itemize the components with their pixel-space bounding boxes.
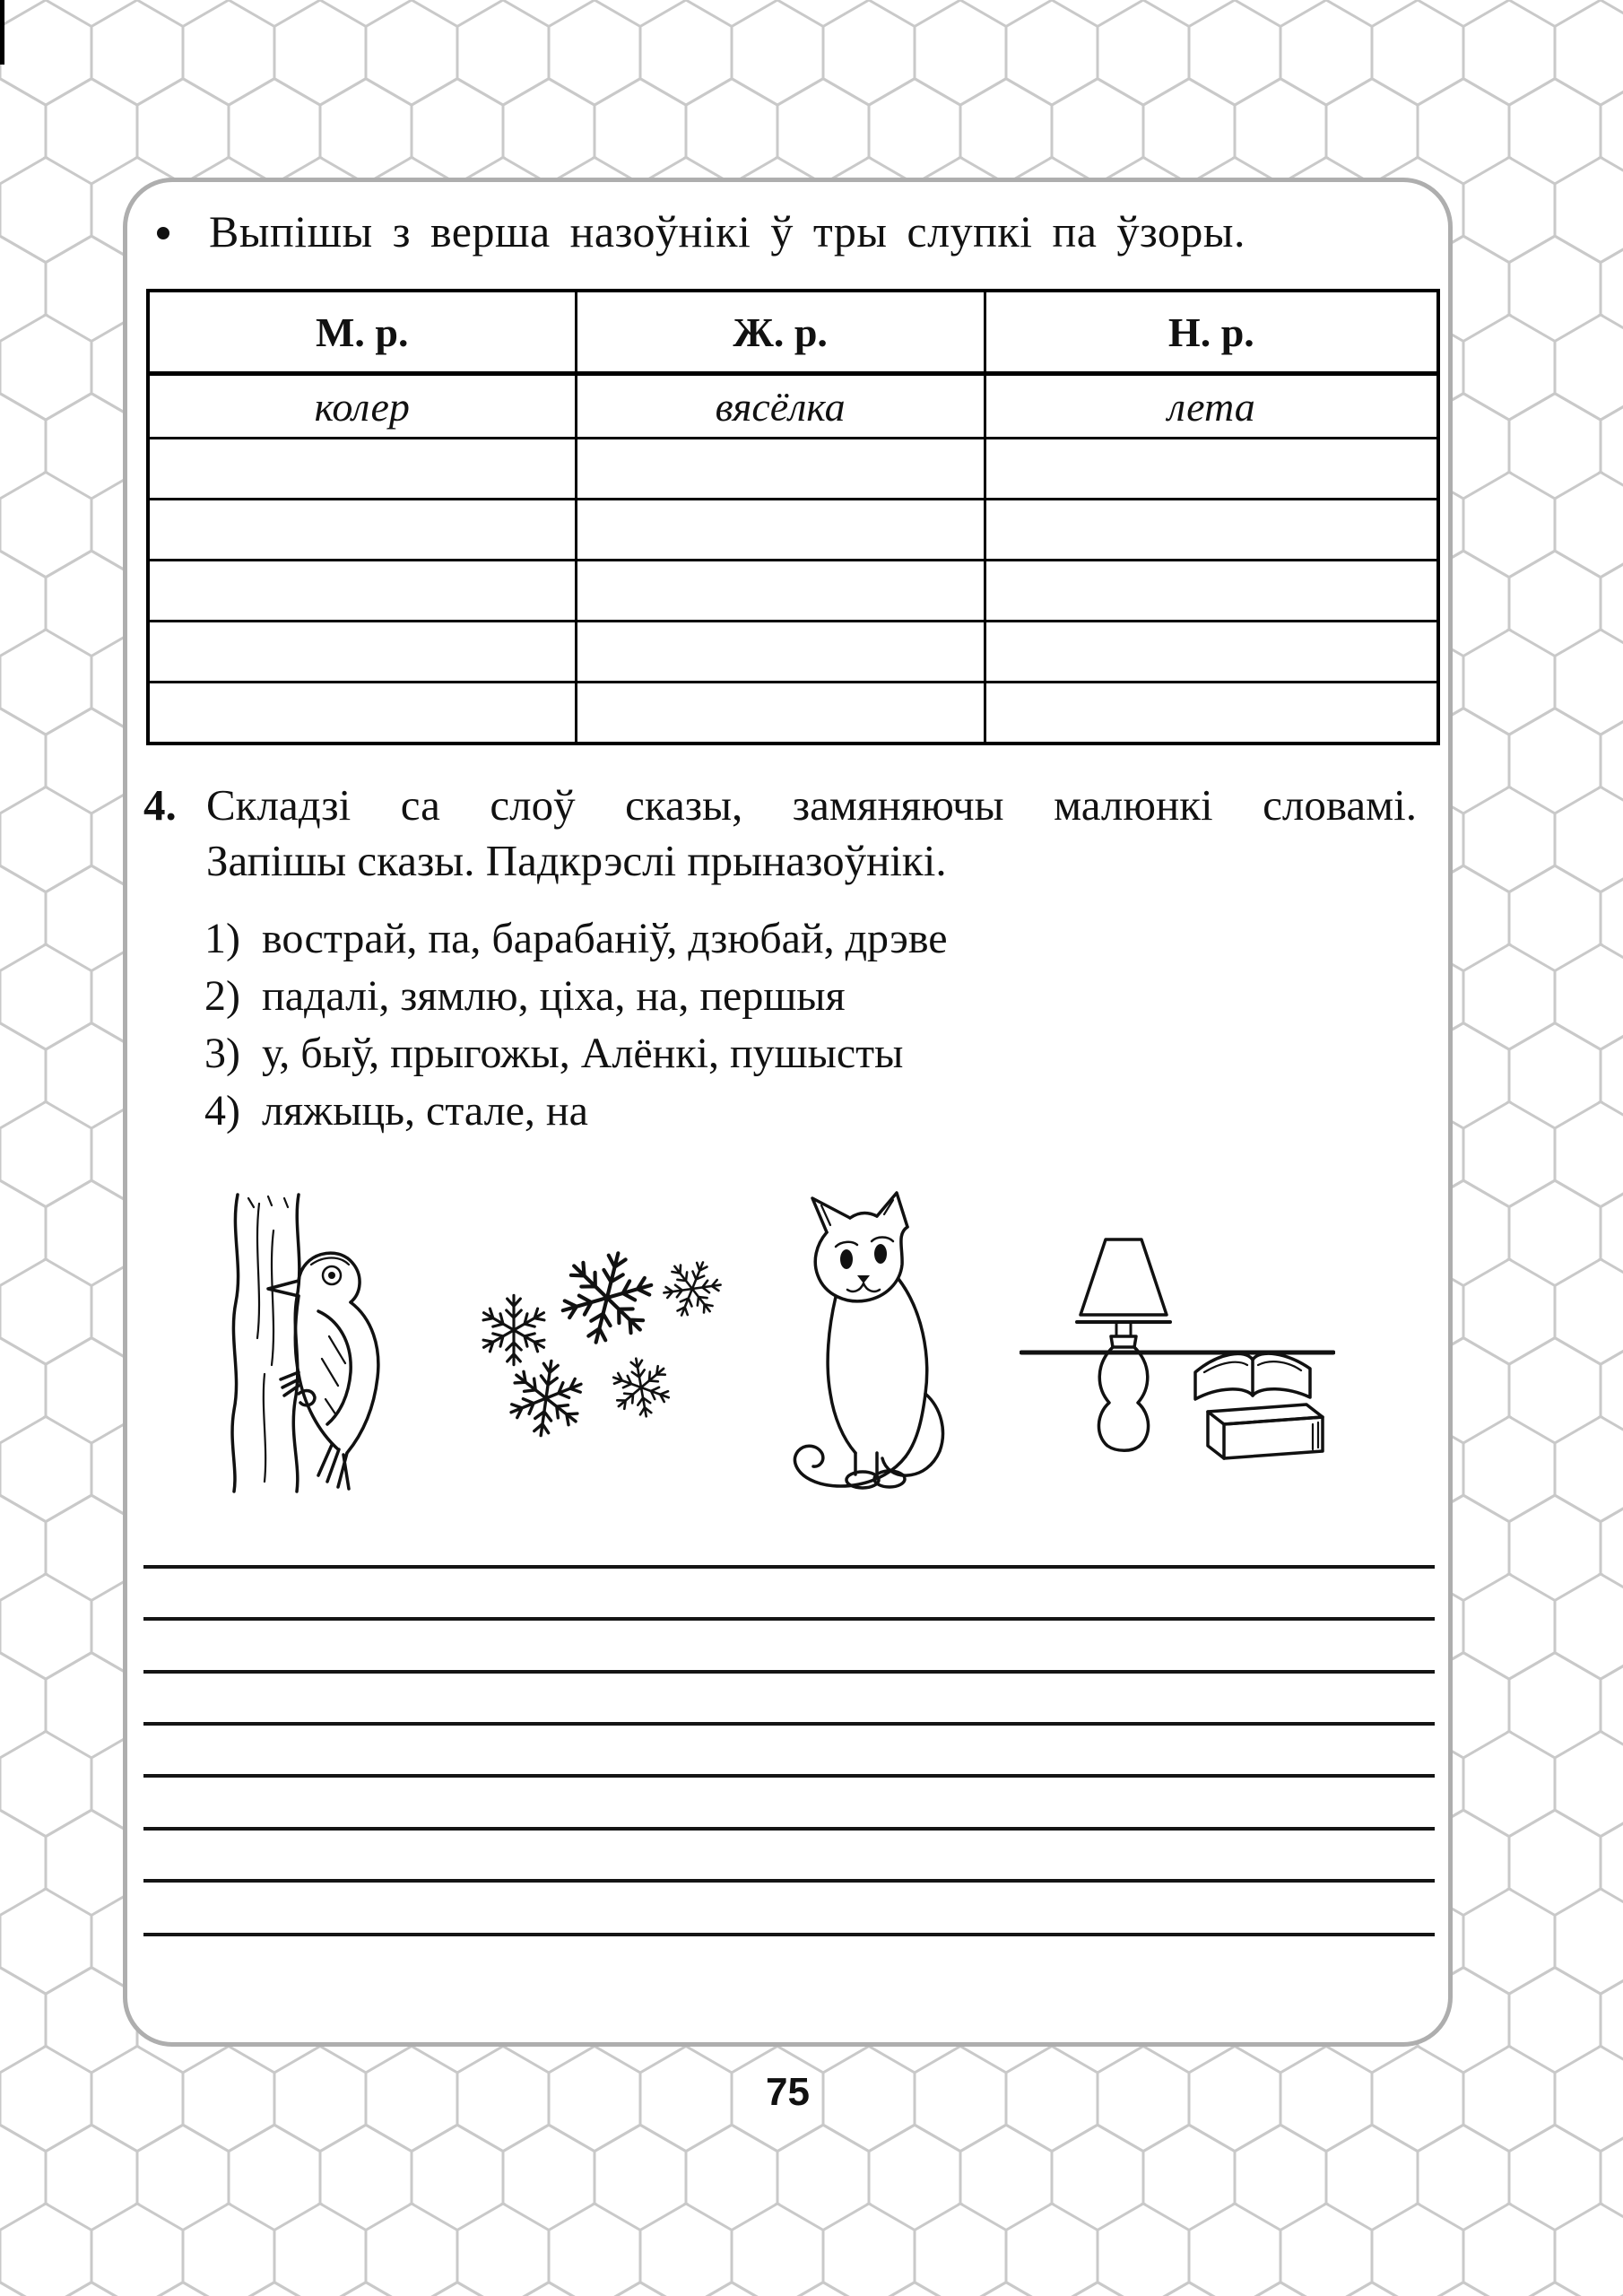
list-item-text: ляжыць, стале, на: [262, 1087, 588, 1135]
table-row: [150, 498, 1436, 559]
example-cell-masculine: колер: [314, 383, 410, 430]
writing-line: [143, 1827, 1435, 1831]
worksheet-card: [123, 178, 1453, 2047]
list-item-text: у, быў, прыгожы, Алёнкі, пушысты: [262, 1030, 904, 1077]
instruction-row: [157, 204, 1412, 259]
example-cell-neuter: лета: [1167, 383, 1255, 430]
exercise-text-line-1: Складзі са слоў сказы, замяняючы малюнкі словамі.: [206, 780, 1417, 830]
list-item-text: падалі, зямлю, ціха, на, першыя: [262, 972, 846, 1020]
table-header-row: [150, 292, 1436, 373]
lamp-and-books-picture: [1020, 1236, 1335, 1474]
table-row: [150, 620, 1436, 681]
writing-line: [143, 1617, 1435, 1621]
instruction-text: Выпішы з верша назоўнікі ў тры слупкі па ўзоры.: [209, 206, 1246, 257]
list-item-marker: 4): [204, 1087, 240, 1135]
list-item: [204, 910, 1424, 968]
exercise-number: 4.: [143, 780, 177, 830]
list-item-marker: 2): [204, 972, 240, 1020]
word-list: [204, 910, 1424, 1140]
exercise-text: [206, 778, 1417, 889]
example-cell-feminine: вясёлка: [575, 376, 986, 437]
list-item-marker: 3): [204, 1030, 240, 1077]
list-item: [204, 968, 1424, 1025]
table-header-masculine: М. р.: [316, 309, 409, 355]
list-item: [204, 1025, 1424, 1083]
writing-line: [143, 1670, 1435, 1674]
exercise-text-line-2: Запішы сказы. Падкрэслі прыназоўнікі.: [206, 836, 947, 885]
table-row: [150, 437, 1436, 498]
table-row: [150, 681, 1436, 742]
writing-line: [143, 1774, 1435, 1778]
writing-line: [143, 1933, 1435, 1936]
writing-line: [143, 1722, 1435, 1726]
page-edge-mark: [0, 0, 4, 65]
gender-table: [146, 289, 1440, 745]
woodpecker-on-tree-picture: [213, 1193, 423, 1493]
list-item: [204, 1083, 1424, 1140]
table-row: [150, 559, 1436, 620]
writing-line: [143, 1565, 1435, 1569]
writing-line: [143, 1879, 1435, 1883]
list-item-marker: 1): [204, 915, 240, 962]
snowflakes-picture: [473, 1240, 737, 1442]
table-header-neuter: Н. р.: [1167, 309, 1254, 355]
page-number: 75: [766, 2070, 810, 2114]
table-header-feminine: Ж. р.: [575, 292, 986, 371]
list-item-text: вострай, па, барабаніў, дзюбай, дрэве: [262, 915, 948, 962]
sitting-cat-picture: [771, 1191, 982, 1496]
bullet-icon: [157, 227, 169, 239]
exercise-4: [143, 778, 1424, 889]
table-example-row: [150, 373, 1436, 437]
